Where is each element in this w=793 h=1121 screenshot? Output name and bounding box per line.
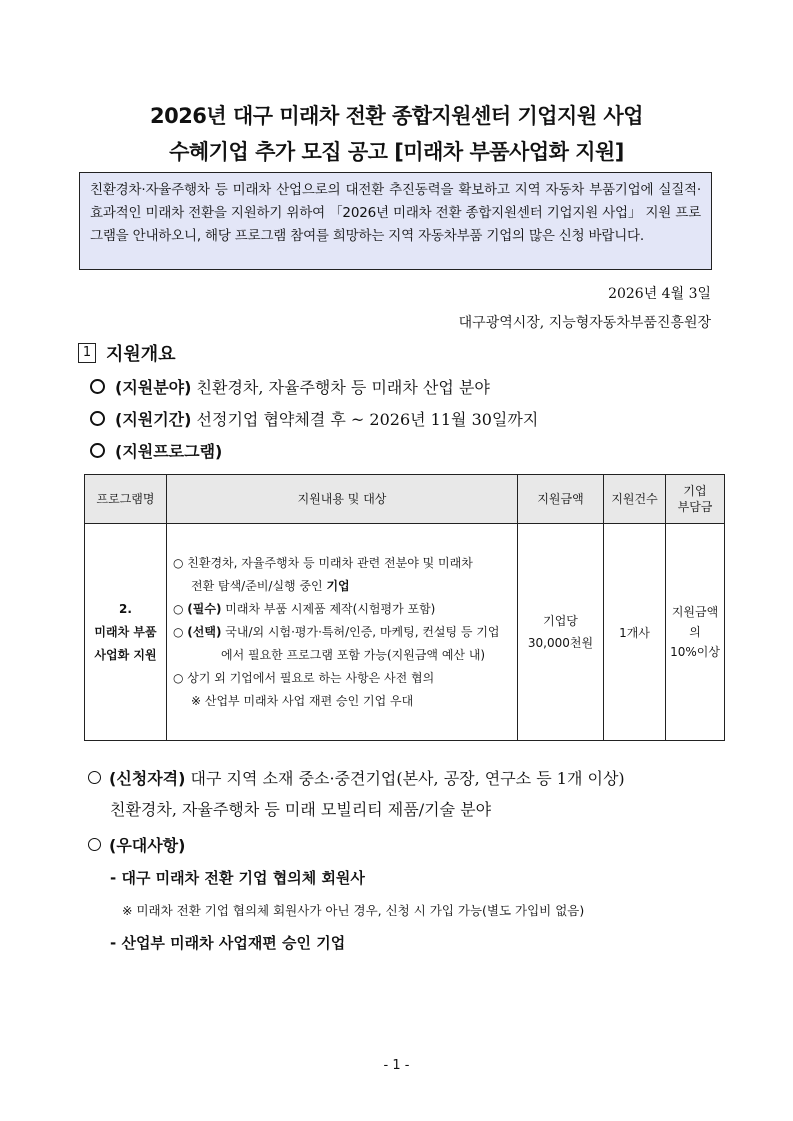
support-field (90, 375, 490, 398)
issuer: 대구광역시장, 지능형자동차부품진흥원장 (458, 315, 711, 331)
section-heading (78, 340, 176, 366)
eligibility-text-2: 친환경차, 자율주행차 등 미래 모빌리티 제품/기술 분야 (110, 800, 492, 819)
program-amount: 기업당 30,000천원 (518, 524, 604, 741)
circle-bullet-icon (88, 771, 101, 784)
section-number: 1 (78, 343, 96, 363)
header-count: 지원건수 (604, 475, 666, 524)
preference-item-2: - 산업부 미래차 사업재편 승인 기업 (110, 934, 346, 952)
table-header-row (85, 475, 725, 524)
header-content: 지원내용 및 대상 (167, 475, 518, 524)
circle-bullet-icon (90, 443, 105, 458)
eligibility (88, 763, 728, 825)
support-field-label: (지원분야) (115, 378, 192, 397)
support-program (90, 439, 222, 462)
header-amount: 지원금액 (518, 475, 604, 524)
header-burden: 기업 부담금 (666, 475, 725, 524)
program-table (84, 474, 725, 741)
header-program: 프로그램명 (85, 475, 167, 524)
support-field-text: 친환경차, 자율주행차 등 미래차 산업 분야 (196, 378, 490, 397)
support-period (90, 407, 538, 430)
support-program-label: (지원프로그램) (115, 442, 223, 461)
intro-box: 친환경차·자율주행차 등 미래차 산업으로의 대전환 추진동력을 확보하고 지역 자동차 부품기업에 실질적·효과적인 미래차 전환을 지원하기 위하여 「2026년 미래차 전환 종합지원센터 기업지원 사업」 지원 프로그램을 안내하오니, 해당 프로그램 참여를 희망하는 지역 자동차부품 기업의 많은 신청 바랍니다. (79, 172, 712, 270)
announcement-date: 2026년 4월 3일 (608, 286, 711, 302)
eligibility-text-1: 대구 지역 소재 중소·중견기업(본사, 공장, 연구소 등 1개 이상) (190, 769, 625, 788)
section-title: 지원개요 (106, 344, 176, 365)
support-period-label: (지원기간) (115, 410, 192, 429)
program-burden: 지원금액 의 10%이상 (666, 524, 725, 741)
preference-note: ※ 미래차 전환 기업 협의체 회원사가 아닌 경우, 신청 시 가입 가능(별도 가입비 없음) (122, 903, 585, 918)
program-name: 2. 미래차 부품 사업화 지원 (85, 524, 167, 741)
title-line-1: 2026년 대구 미래차 전환 종합지원센터 기업지원 사업 (149, 104, 644, 128)
circle-bullet-icon (90, 379, 105, 394)
program-content: ○ 친환경차, 자율주행차 등 미래차 관련 전분야 및 미래차 전환 탐색/준비/실행 중인 기업 ○ (필수) 미래차 부품 시제품 제작(시험평가 포함) ○ (선택) 국내/외 시험·평가·특허/인증, 마케팅, 컨설팅 등 기업 에서 필요한 프로그램 포함 가능(지원금액 예산 내) ○ 상기 외 기업에서 필요로 하는 사항은 사전 협의 ※ 산업부 미래차 사업 재편 승인 기업 우대 (167, 524, 518, 741)
page-number: - 1 - (383, 1058, 410, 1073)
table-row (85, 524, 725, 741)
title-line-2: 수혜기업 추가 모집 공고 [미래차 부품사업화 지원] (169, 140, 624, 164)
eligibility-label: (신청자격) (109, 769, 186, 788)
preference-item-1: - 대구 미래차 전환 기업 협의체 회원사 (110, 869, 365, 887)
circle-bullet-icon (88, 838, 101, 851)
support-period-text: 선정기업 협약체결 후 ~ 2026년 11월 30일까지 (196, 410, 539, 429)
preference-heading: (우대사항) (88, 833, 185, 856)
circle-bullet-icon (90, 411, 105, 426)
program-count: 1개사 (604, 524, 666, 741)
